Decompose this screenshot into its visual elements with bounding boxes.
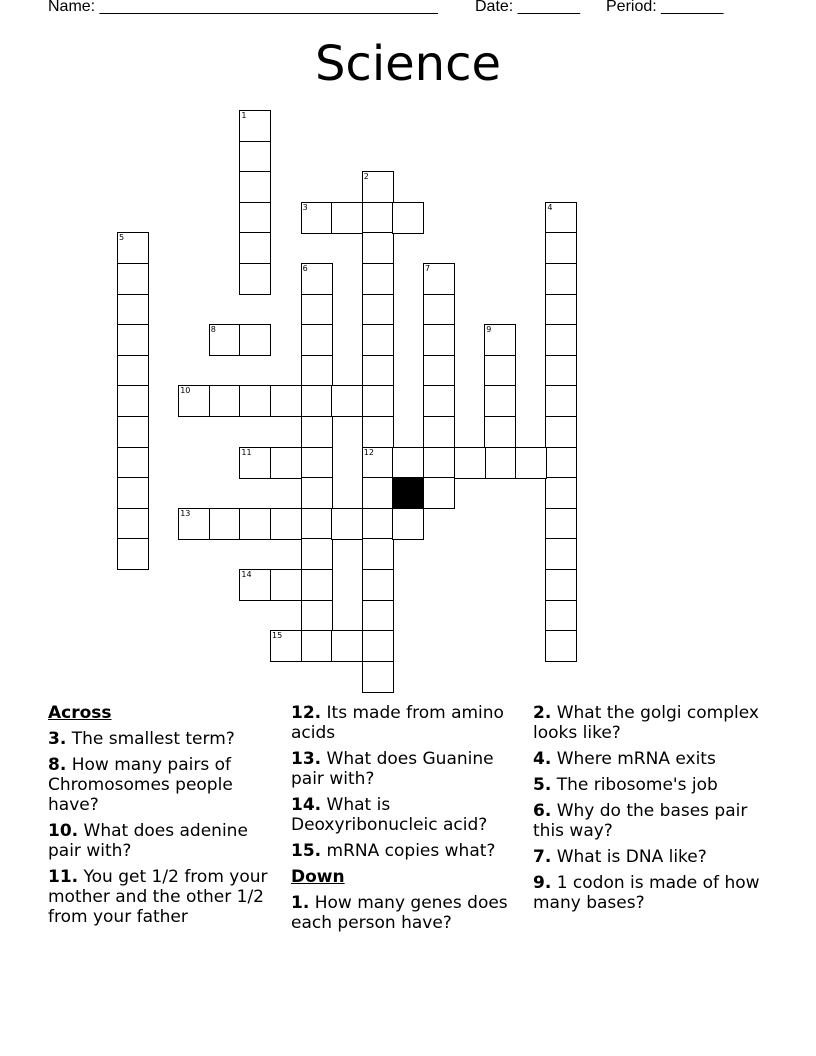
grid-cell[interactable] <box>239 569 271 601</box>
grid-cell[interactable] <box>362 385 394 417</box>
cell-number: 7 <box>425 264 431 273</box>
grid-cell[interactable] <box>392 202 424 234</box>
grid-cell[interactable] <box>270 630 302 662</box>
clue-across-14: 14. What is Deoxyribonucleic acid? <box>291 795 488 835</box>
grid-cell[interactable] <box>301 385 333 417</box>
grid-cell[interactable] <box>423 263 455 295</box>
grid-cell[interactable] <box>545 569 577 601</box>
grid-cell[interactable] <box>270 569 302 601</box>
grid-cell[interactable] <box>484 355 516 387</box>
grid-cell[interactable] <box>301 630 333 662</box>
clue-down-9: 9. 1 codon is made of how many bases? <box>533 873 760 913</box>
clue-down-1: 1. How many genes does each person have? <box>291 893 508 933</box>
grid-cell[interactable] <box>545 630 577 662</box>
grid-cell[interactable] <box>239 385 271 417</box>
grid-cell[interactable] <box>484 324 516 356</box>
grid-cell[interactable] <box>423 355 455 387</box>
grid-cell[interactable] <box>270 508 302 540</box>
cell-number: 14 <box>241 570 252 579</box>
grid-cell[interactable] <box>423 294 455 326</box>
grid-cell[interactable] <box>209 385 241 417</box>
grid-cell[interactable] <box>362 324 394 356</box>
clue-down-4: 4. Where mRNA exits <box>533 749 716 769</box>
clue-across-15: 15. mRNA copies what? <box>291 841 496 861</box>
grid-cell[interactable] <box>362 202 394 234</box>
grid-cell[interactable] <box>270 385 302 417</box>
grid-cell[interactable] <box>117 416 149 448</box>
clue-across-3: 3. The smallest term? <box>48 729 235 749</box>
down-heading: Down <box>291 867 345 887</box>
cell-number: 5 <box>119 233 125 243</box>
grid-cell[interactable] <box>423 324 455 356</box>
grid-cell[interactable] <box>362 416 394 448</box>
grid-cell[interactable] <box>545 202 577 234</box>
grid-cell[interactable] <box>239 202 271 234</box>
grid-cell[interactable] <box>362 630 394 662</box>
cell-number: 15 <box>272 631 283 641</box>
grid-cell[interactable] <box>301 294 333 326</box>
grid-cell[interactable] <box>331 385 363 417</box>
grid-cell[interactable] <box>239 324 271 356</box>
grid-cell[interactable] <box>117 355 149 387</box>
grid-cell[interactable] <box>545 508 577 540</box>
grid-cell[interactable] <box>362 447 394 479</box>
grid-cell[interactable] <box>484 447 516 479</box>
grid-cell[interactable] <box>301 447 333 479</box>
grid-cell[interactable] <box>545 538 577 570</box>
grid-cell[interactable] <box>239 232 271 264</box>
period-field[interactable]: Period: _______ <box>606 0 724 15</box>
grid-cell[interactable] <box>362 355 394 387</box>
black-cell <box>392 477 424 509</box>
grid-cell[interactable] <box>239 508 271 540</box>
page-title: Science <box>314 36 502 92</box>
grid-cell[interactable] <box>301 477 333 509</box>
grid-cell[interactable] <box>545 294 577 326</box>
grid-cell[interactable] <box>423 416 455 448</box>
grid-cell[interactable] <box>301 569 333 601</box>
grid-cell[interactable] <box>484 416 516 448</box>
grid-cell[interactable] <box>301 355 333 387</box>
grid-cell[interactable] <box>423 447 455 479</box>
grid-cell[interactable] <box>178 508 210 540</box>
grid-cell[interactable] <box>362 600 394 632</box>
cell-number: 1 <box>241 111 247 120</box>
grid-cell[interactable] <box>301 416 333 448</box>
grid-cell[interactable] <box>239 263 271 295</box>
grid-cell[interactable] <box>454 447 486 479</box>
grid-cell[interactable] <box>117 385 149 417</box>
grid-cell[interactable] <box>117 263 149 295</box>
grid-cell[interactable] <box>117 477 149 509</box>
grid-cell[interactable] <box>362 538 394 570</box>
grid-cell[interactable] <box>362 263 394 295</box>
grid-cell[interactable] <box>545 477 577 509</box>
grid-cell[interactable] <box>362 477 394 509</box>
clue-across-13: 13. What does Guanine pair with? <box>291 749 494 789</box>
grid-cell[interactable] <box>362 661 394 693</box>
grid-cell[interactable] <box>239 141 271 173</box>
grid-cell[interactable] <box>362 569 394 601</box>
grid-cell[interactable] <box>484 385 516 417</box>
grid-cell[interactable] <box>362 294 394 326</box>
grid-cell[interactable] <box>117 232 149 264</box>
clues-column-3 <box>533 703 765 919</box>
grid-cell[interactable] <box>545 600 577 632</box>
grid-cell[interactable] <box>545 416 577 448</box>
grid-cell[interactable] <box>545 263 577 295</box>
grid-cell[interactable] <box>515 447 547 479</box>
clues-column-1 <box>48 703 280 933</box>
grid-cell[interactable] <box>362 508 394 540</box>
grid-cell[interactable] <box>362 232 394 264</box>
grid-cell[interactable] <box>423 477 455 509</box>
grid-cell[interactable] <box>331 202 363 234</box>
cell-number: 13 <box>180 508 191 518</box>
grid-cell[interactable] <box>331 508 363 540</box>
cell-number: 8 <box>210 325 216 335</box>
clue-across-8: 8. How many pairs of Chromosomes people have? <box>48 755 233 815</box>
cell-number: 9 <box>486 325 492 335</box>
grid-cell[interactable] <box>239 447 271 479</box>
clues-column-2 <box>291 703 523 939</box>
cell-number: 2 <box>363 172 369 182</box>
grid-cell[interactable] <box>362 171 394 203</box>
cell-number: 12 <box>363 447 374 457</box>
grid-cell[interactable] <box>117 508 149 540</box>
grid-cell[interactable] <box>117 324 149 356</box>
grid-cell[interactable] <box>239 110 271 142</box>
grid-cell[interactable] <box>423 385 455 417</box>
grid-cell[interactable] <box>239 171 271 203</box>
grid-cell[interactable] <box>545 385 577 417</box>
grid-cell[interactable] <box>301 202 333 234</box>
clue-down-5: 5. The ribosome's job <box>533 775 718 795</box>
clue-across-10: 10. What does adenine pair with? <box>48 821 248 861</box>
clue-down-6: 6. Why do the bases pair this way? <box>533 801 748 841</box>
grid-cell[interactable] <box>117 294 149 326</box>
grid-cell[interactable] <box>209 324 241 356</box>
cell-number: 6 <box>302 264 308 273</box>
grid-cell[interactable] <box>209 508 241 540</box>
grid-cell[interactable] <box>392 508 424 540</box>
grid-cell[interactable] <box>301 538 333 570</box>
grid-cell[interactable] <box>117 538 149 570</box>
grid-cell[interactable] <box>301 508 333 540</box>
clue-down-7: 7. What is DNA like? <box>533 847 707 867</box>
date-field[interactable]: Date: _______ <box>475 0 580 15</box>
grid-cell[interactable] <box>301 263 333 295</box>
grid-cell[interactable] <box>301 324 333 356</box>
name-field[interactable]: Name: ______________________________________ <box>48 0 438 15</box>
across-heading: Across <box>48 703 112 723</box>
grid-cell[interactable] <box>331 630 363 662</box>
cell-number: 10 <box>180 386 191 396</box>
grid-cell[interactable] <box>392 447 424 479</box>
grid-cell[interactable] <box>301 600 333 632</box>
clue-across-12: 12. Its made from amino acids <box>291 703 504 743</box>
grid-cell[interactable] <box>545 355 577 387</box>
cell-number: 3 <box>302 202 308 212</box>
grid-cell[interactable] <box>178 385 210 417</box>
grid-cell[interactable] <box>545 324 577 356</box>
grid-cell[interactable] <box>117 447 149 479</box>
grid-cell[interactable] <box>545 447 577 479</box>
cell-number: 11 <box>241 447 252 457</box>
grid-cell[interactable] <box>270 447 302 479</box>
grid-cell[interactable] <box>545 232 577 264</box>
cell-number: 4 <box>547 202 553 212</box>
clue-across-11: 11. You get 1/2 from your mother and the other 1/2 from your father <box>48 867 268 927</box>
clue-down-2: 2. What the golgi complex looks like? <box>533 703 759 743</box>
